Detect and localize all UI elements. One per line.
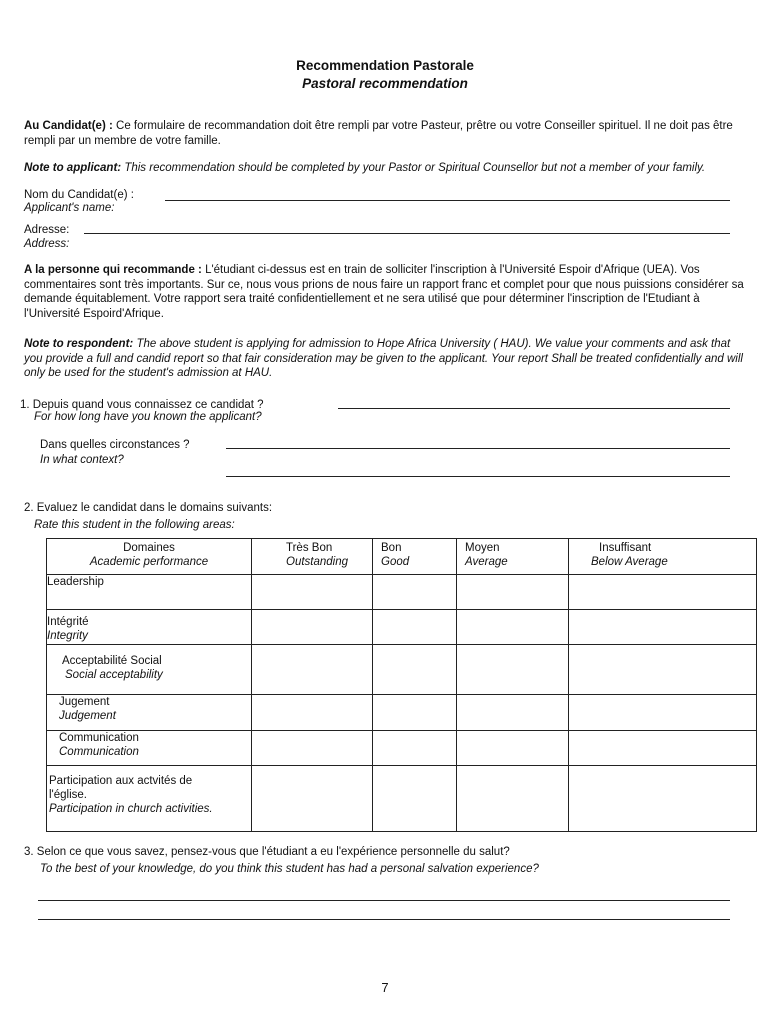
row-label-fr: Jugement: [59, 696, 110, 708]
rating-table-header: [47, 539, 757, 575]
rating-cell[interactable]: [373, 575, 457, 610]
rating-cell[interactable]: [457, 731, 569, 766]
recommender-note-text: L'étudiant ci-dessus est en train de solliciter l'inscription à l'Université Espoir d'Afrique (UEA). Vos commentaires sont très importants. Sur ce, nous vous prions de nous faire un rapport franc et complet pour que nous puissions considérer sa demande équitablement. Votre rapport sera traité confidentiellement et ne sera utilisé que pour déterminer l'inscription de l'Etudiant à l'Université Espoird'Afrique.: [24, 264, 744, 320]
row-label-integrity: [47, 610, 252, 645]
row-label-fr: Acceptabilité Social: [62, 655, 162, 667]
q1-context-label-fr: Dans quelles circonstances ?: [40, 439, 190, 451]
rating-cell[interactable]: [569, 610, 757, 645]
rating-cell[interactable]: [373, 766, 457, 832]
candidate-note-text: Ce formulaire de recommandation doit être rempli par votre Pasteur, prêtre ou votre Conseiller spirituel. Il ne doit pas être rempli par un membre de votre famille.: [24, 120, 733, 147]
respondent-note-text: The above student is applying for admission to Hope Africa University ( HAU). We value your comments and ask that you provide a full and candid report so that fair consideration may be given to the applicant. Your report Shall be treated confidentially and will only be used for the student's admission at HAU.: [24, 338, 743, 379]
applicant-note-label: Note to applicant:: [24, 162, 122, 174]
recommender-note-label: A la personne qui recommande :: [24, 264, 202, 276]
applicant-note: [24, 161, 750, 176]
row-label-en: Communication: [59, 746, 139, 758]
q3-answer-field-2[interactable]: [38, 919, 730, 920]
row-label-church-participation: [47, 766, 252, 832]
applicant-name-label-en: Applicant's name:: [24, 202, 115, 214]
applicant-name-label: [24, 189, 134, 215]
q2-label-fr: 2. Evaluez le candidat dans le domains suivants:: [24, 502, 273, 514]
header-good-en: Good: [381, 556, 410, 568]
row-label-en: Social acceptability: [65, 669, 163, 681]
row-label-en: Participation in church activities.: [49, 803, 213, 815]
header-outstanding-en: Outstanding: [286, 556, 349, 568]
address-field[interactable]: [84, 233, 730, 234]
q3-label-en: To the best of your knowledge, do you think this student has had a personal salvation experience?: [40, 863, 539, 875]
rating-cell[interactable]: [569, 575, 757, 610]
row-label-fr: Leadership: [47, 576, 104, 588]
row-label-fr: Communication: [59, 732, 139, 744]
q1-context-label-en: In what context?: [40, 454, 124, 466]
q1-answer-field[interactable]: [338, 408, 730, 409]
rating-cell[interactable]: [457, 645, 569, 695]
q1-label-fr: 1. Depuis quand vous connaissez ce candidat ?: [20, 399, 264, 411]
header-domain-fr: Domaines: [123, 542, 175, 554]
row-label-communication: [47, 731, 252, 766]
recommender-note: [24, 263, 750, 321]
rating-table: [46, 538, 757, 832]
rating-cell[interactable]: [457, 575, 569, 610]
table-row: [47, 695, 757, 731]
row-label-fr: Participation aux actvités de l'église.: [49, 775, 193, 801]
rating-cell[interactable]: [457, 766, 569, 832]
applicant-name-label-fr: Nom du Candidat(e) :: [24, 189, 134, 201]
respondent-note-label: Note to respondent:: [24, 338, 134, 350]
candidate-note: [24, 119, 750, 148]
rating-cell[interactable]: [457, 695, 569, 731]
row-label-leadership: [47, 575, 252, 610]
row-label-social-acceptability: [47, 645, 252, 695]
table-row: [47, 575, 757, 610]
rating-cell[interactable]: [373, 610, 457, 645]
header-average: [457, 539, 569, 575]
table-row: [47, 645, 757, 695]
header-good: [373, 539, 457, 575]
candidate-note-label: Au Candidat(e) :: [24, 120, 113, 132]
rating-cell[interactable]: [373, 645, 457, 695]
q3-label-fr: 3. Selon ce que vous savez, pensez-vous que l'étudiant a eu l'expérience personnelle du salut?: [24, 846, 510, 858]
rating-cell[interactable]: [252, 645, 373, 695]
address-label-fr: Adresse:: [24, 224, 70, 236]
rating-cell[interactable]: [252, 695, 373, 731]
page-number: 7: [381, 980, 389, 995]
header-average-en: Average: [465, 556, 508, 568]
rating-cell[interactable]: [569, 766, 757, 832]
header-below-average: [569, 539, 757, 575]
form-title-en: Pastoral recommendation: [302, 76, 468, 91]
q1-label-en: For how long have you known the applicant?: [34, 411, 262, 423]
table-row: [47, 731, 757, 766]
rating-cell[interactable]: [252, 731, 373, 766]
header-outstanding: [252, 539, 373, 575]
respondent-note: [24, 337, 750, 381]
applicant-note-text: This recommendation should be completed by your Pastor or Spiritual Counsellor but not a member of your family.: [121, 162, 706, 174]
rating-cell[interactable]: [252, 766, 373, 832]
address-label: [24, 223, 69, 251]
rating-cell[interactable]: [252, 610, 373, 645]
rating-cell[interactable]: [373, 731, 457, 766]
q1-context-field-2[interactable]: [226, 476, 730, 477]
rating-cell[interactable]: [457, 610, 569, 645]
address-label-en: Address:: [24, 238, 70, 250]
row-label-judgement: [47, 695, 252, 731]
table-row: [47, 610, 757, 645]
rating-cell[interactable]: [569, 695, 757, 731]
rating-cell[interactable]: [373, 695, 457, 731]
rating-cell[interactable]: [569, 731, 757, 766]
header-below-average-en: Below Average: [591, 556, 668, 568]
row-label-fr: Intégrité: [47, 616, 89, 628]
header-domain-en: Academic performance: [89, 556, 209, 568]
rating-cell[interactable]: [569, 645, 757, 695]
header-good-fr: Bon: [381, 542, 402, 554]
row-label-en: Judgement: [59, 710, 116, 722]
applicant-name-field[interactable]: [165, 200, 730, 201]
table-row: [47, 766, 757, 832]
row-label-en: Integrity: [47, 630, 88, 642]
q1-context-field-1[interactable]: [226, 448, 730, 449]
header-below-average-fr: Insuffisant: [599, 542, 652, 554]
form-title-fr: Recommendation Pastorale: [296, 58, 474, 73]
header-outstanding-fr: Très Bon: [286, 542, 333, 554]
q3-answer-field-1[interactable]: [38, 900, 730, 901]
q2-label-en: Rate this student in the following areas:: [34, 519, 235, 531]
header-average-fr: Moyen: [465, 542, 500, 554]
rating-cell[interactable]: [252, 575, 373, 610]
header-domain: [47, 539, 252, 575]
